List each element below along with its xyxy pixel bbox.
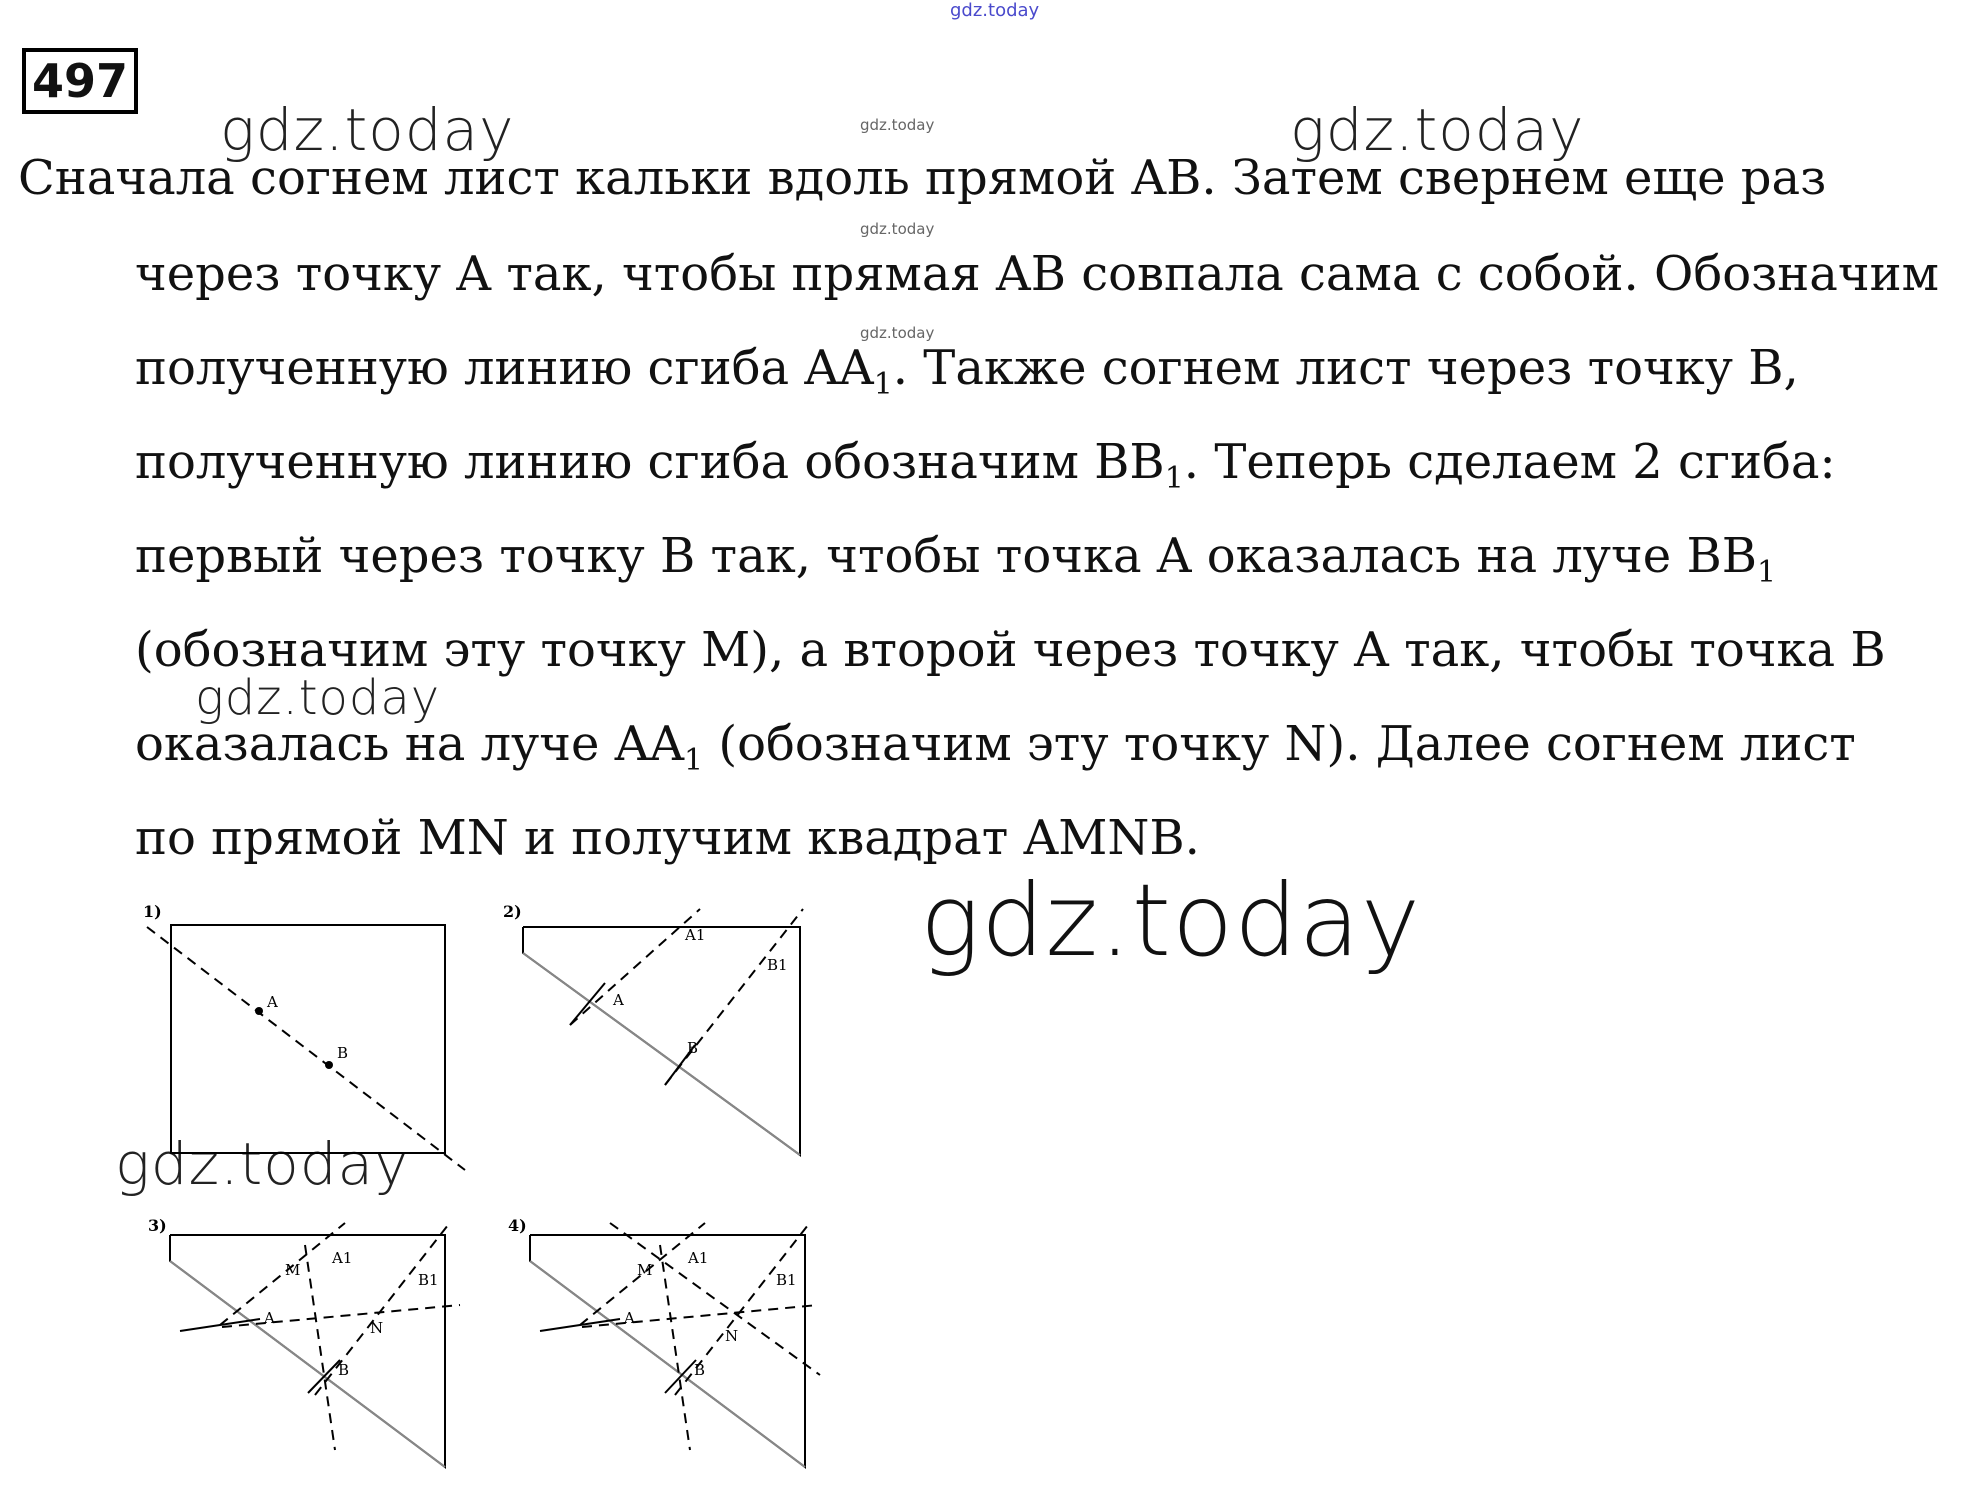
label-b: B <box>694 1361 706 1379</box>
text-segment: (обозначим эту точку N). Далее согнем лист <box>703 716 1856 772</box>
watermark-big: gdz.today <box>115 1130 410 1198</box>
text-line-3 <box>135 338 1799 415</box>
label-b1: B1 <box>418 1271 439 1289</box>
line-ab <box>147 927 465 1170</box>
fold-line-ab <box>170 1261 445 1467</box>
figure-number: 1) <box>143 902 162 921</box>
watermark-huge: gdz.today <box>920 862 1422 979</box>
problem-number: 497 <box>22 48 138 114</box>
line-bm <box>305 1245 335 1450</box>
tick-a <box>570 983 605 1025</box>
figure-3 <box>140 1205 480 1477</box>
label-a: A <box>613 991 624 1009</box>
text-line-4 <box>135 432 1836 509</box>
label-n: N <box>370 1319 384 1337</box>
text-line-6: (обозначим эту точку M), а второй через точку A так, чтобы точка B <box>135 622 1886 678</box>
text-line-1: Сначала согнем лист кальки вдоль прямой AB. Затем свернем еще раз <box>18 150 1827 206</box>
text-line-2: через точку A так, чтобы прямая AB совпала сама с собой. Обозначим <box>135 246 1939 302</box>
watermark-big: gdz.today <box>1290 96 1585 164</box>
watermark-big: gdz.today <box>220 96 515 164</box>
label-m: M <box>637 1261 653 1279</box>
watermark-small: gdz.today <box>860 116 935 134</box>
figure-number: 4) <box>508 1216 527 1235</box>
watermark-big: gdz.today <box>195 670 441 726</box>
label-m: M <box>285 1261 301 1279</box>
folded-sheet <box>523 927 800 1155</box>
label-a: A <box>624 1309 635 1327</box>
text-segment: первый через точку B так, чтобы точка A оказалась на луче BB <box>135 528 1757 584</box>
label-b: B <box>338 1361 350 1379</box>
subscript: 1 <box>873 367 893 402</box>
label-b1: B1 <box>767 956 788 974</box>
line-aa1 <box>220 1223 345 1325</box>
label-a: A <box>264 1309 275 1327</box>
watermark-top: gdz.today <box>950 0 1040 21</box>
subscript: 1 <box>684 743 704 778</box>
paper-sheet <box>171 925 445 1153</box>
label-a1: A1 <box>685 926 706 944</box>
figure-number: 3) <box>148 1216 167 1235</box>
point-b <box>325 1061 333 1069</box>
line-mn <box>610 1223 820 1375</box>
figure-4 <box>500 1205 840 1477</box>
label-n: N <box>725 1327 739 1345</box>
watermark-small: gdz.today <box>860 324 935 342</box>
text-segment: . Теперь сделаем 2 сгиба: <box>1183 434 1836 490</box>
text-segment: оказалась на луче AA <box>135 716 685 772</box>
point-a <box>255 1007 263 1015</box>
text-line-8: по прямой MN и получим квадрат AMNB. <box>135 810 1200 866</box>
subscript: 1 <box>1757 555 1777 590</box>
folded-sheet <box>170 1235 445 1467</box>
text-segment: полученную линию сгиба AA <box>135 340 874 396</box>
label-b1: B1 <box>776 1271 797 1289</box>
figure-1 <box>135 895 475 1185</box>
label-a: A <box>267 993 278 1011</box>
label-b: B <box>337 1044 349 1062</box>
fold-line-ab <box>523 953 800 1155</box>
line-bm <box>660 1245 690 1450</box>
tick-b <box>308 1360 340 1393</box>
fold-line-ab <box>530 1261 805 1467</box>
label-b: B <box>687 1039 699 1057</box>
watermark-small: gdz.today <box>860 220 935 238</box>
label-a1: A1 <box>688 1249 709 1267</box>
line-an <box>222 1305 460 1327</box>
text-line-5 <box>135 526 1776 603</box>
label-a1: A1 <box>332 1249 353 1267</box>
figure-2 <box>495 895 815 1185</box>
text-line-7 <box>135 714 1856 791</box>
folded-sheet <box>530 1235 805 1467</box>
subscript: 1 <box>1164 461 1184 496</box>
text-segment: полученную линию сгиба обозначим BB <box>135 434 1165 490</box>
line-an <box>582 1305 818 1327</box>
text-segment: . Также согнем лист через точку B, <box>892 340 1799 396</box>
figure-number: 2) <box>503 902 522 921</box>
